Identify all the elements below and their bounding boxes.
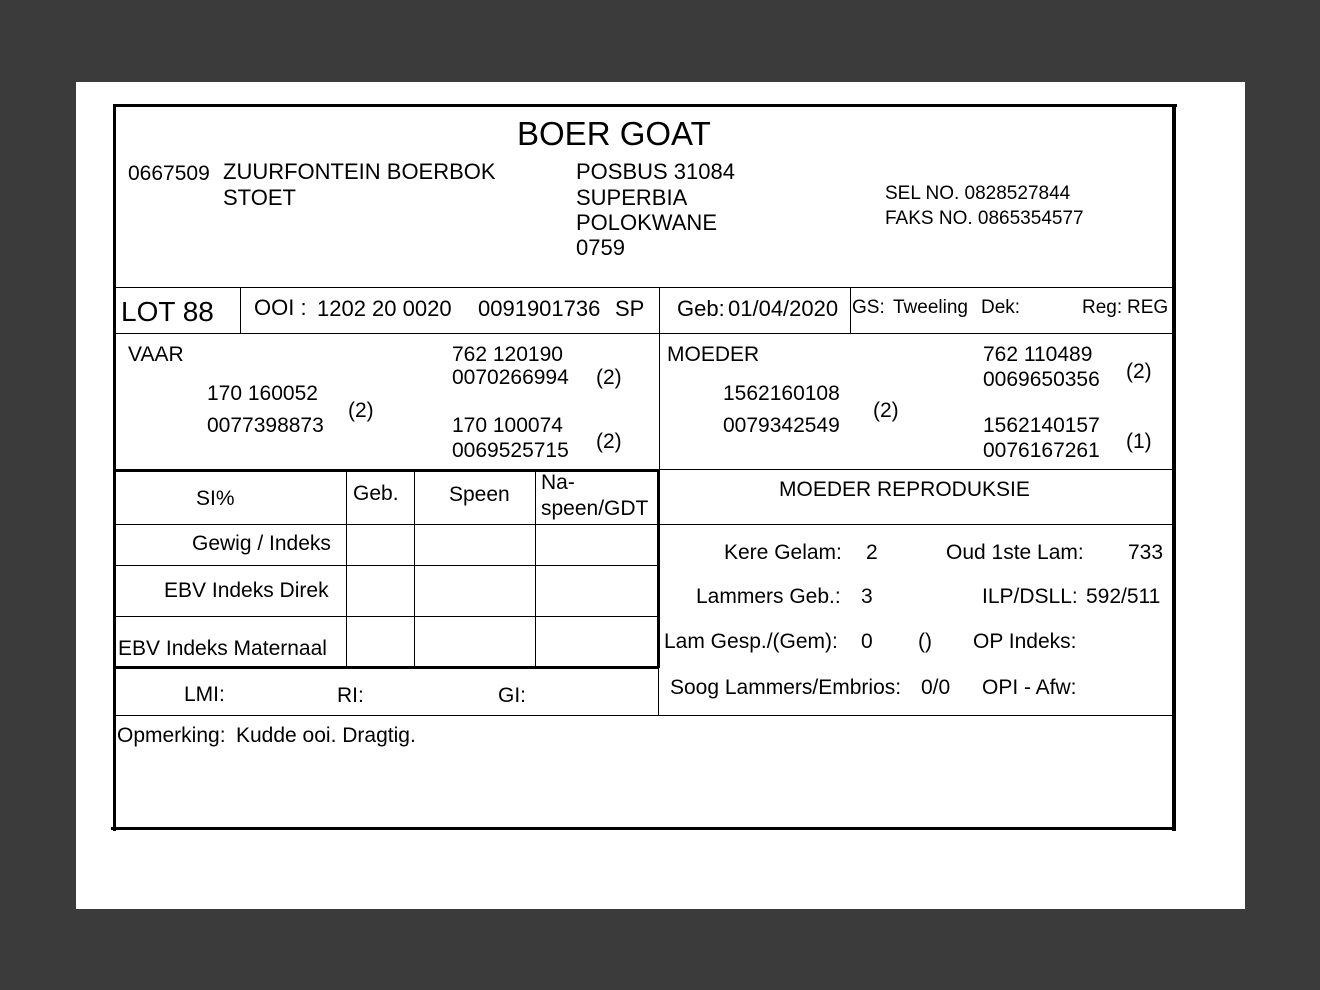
rule-index-row1 [116, 524, 1172, 525]
soog-lammers-label: Soog Lammers/Embrios: [670, 676, 902, 699]
oud-1ste-lam-value: 733 [1128, 541, 1164, 564]
phone-number: SEL NO. 0828527844 [885, 183, 1071, 204]
card-title: BOER GOAT [517, 115, 711, 152]
lam-gesp-value: 0 [861, 630, 873, 653]
si-header: SI% [196, 487, 235, 510]
animal-id: 0091901736 [478, 296, 601, 321]
ooi-label: OOI : [254, 295, 307, 320]
rule-index-row3 [116, 616, 659, 617]
rule-lot-bottom [116, 333, 1172, 334]
rule-index-top [116, 469, 659, 472]
rule-lmi-divider [658, 666, 659, 715]
sire-sire-id: 0070266994 [452, 366, 569, 389]
border-bottom [111, 827, 1176, 830]
dam-grade: (2) [873, 399, 899, 422]
gs-value: Tweeling [893, 297, 968, 318]
op-indeks-label: OP Indeks: [973, 630, 1077, 653]
row-ebv-maternaal: EBV Indeks Maternaal [118, 637, 327, 660]
opi-afw-label: OPI - Afw: [982, 676, 1077, 699]
rule-remarks-top [116, 715, 1172, 716]
kere-gelam-value: 2 [866, 541, 878, 564]
sire-dam-grade: (2) [596, 430, 622, 453]
reg-value: REG [1127, 297, 1169, 318]
border-left [113, 104, 116, 831]
dek-label: Dek: [981, 297, 1021, 318]
rule-index-bottom [116, 666, 659, 669]
lammers-geb-value: 3 [861, 585, 873, 608]
address-line-1: POSBUS 31084 [576, 159, 735, 184]
lmi-label: LMI: [184, 683, 225, 706]
dam-label: MOEDER [667, 343, 760, 366]
repro-title: MOEDER REPRODUKSIE [779, 478, 1030, 501]
address-line-4: 0759 [576, 235, 625, 260]
rule-pedigree-divider [659, 333, 660, 469]
dam-reg: 1562160108 [723, 382, 840, 405]
naspeen-header-1: Na- [541, 471, 575, 494]
reg-label: Reg: [1082, 297, 1123, 318]
dam-id: 0079342549 [723, 414, 840, 437]
sire-sire-reg: 762 120190 [452, 343, 563, 366]
lam-gesp-gem: () [918, 630, 932, 653]
sire-sire-grade: (2) [596, 366, 622, 389]
sire-label: VAAR [128, 343, 184, 366]
speen-header: Speen [449, 483, 510, 506]
breeder-name-line2: STOET [223, 185, 296, 210]
dam-sire-reg: 762 110489 [983, 343, 1093, 366]
breeder-number: 0667509 [128, 162, 210, 185]
rule-lot-div2 [659, 287, 660, 333]
remarks-label: Opmerking: [117, 724, 226, 747]
dam-dam-grade: (1) [1126, 430, 1152, 453]
address-line-2: SUPERBIA [576, 185, 688, 210]
sire-dam-reg: 170 100074 [452, 414, 563, 437]
ri-label: RI: [337, 684, 364, 707]
sp-code: SP [615, 296, 645, 321]
ilp-dsll-label: ILP/DSLL: [982, 585, 1078, 608]
rule-index-right [657, 469, 660, 668]
row-ebv-direk: EBV Indeks Direk [164, 579, 329, 602]
address-line-3: POLOKWANE [576, 210, 717, 235]
rule-lot-div1 [240, 287, 241, 333]
dam-dam-id: 0076167261 [983, 439, 1100, 462]
rule-index-col2 [414, 469, 415, 668]
rule-lot-top [116, 287, 1172, 288]
lammers-geb-label: Lammers Geb.: [696, 585, 841, 608]
dam-sire-id: 0069650356 [983, 368, 1100, 391]
sire-reg: 170 160052 [207, 382, 318, 405]
breeder-name-line1: ZUURFONTEIN BOERBOK [223, 159, 496, 184]
border-right [1172, 104, 1176, 831]
geb-label: Geb: [677, 296, 725, 321]
geb-header: Geb. [353, 482, 399, 505]
ilp-dsll-value: 592/511 [1086, 585, 1161, 608]
ooi-number: 1202 20 0020 [317, 296, 452, 321]
remarks-value: Kudde ooi. Dragtig. [236, 724, 416, 747]
border-top [113, 104, 1177, 107]
gs-label: GS: [852, 297, 885, 318]
sire-id: 0077398873 [207, 414, 324, 437]
rule-index-col1 [346, 469, 347, 668]
rule-repro-top [659, 469, 1172, 470]
sire-grade: (2) [348, 399, 374, 422]
kere-gelam-label: Kere Gelam: [724, 541, 842, 564]
rule-index-col3 [535, 469, 536, 668]
dam-dam-reg: 1562140157 [983, 414, 1100, 437]
dam-sire-grade: (2) [1126, 360, 1152, 383]
fax-number: FAKS NO. 0865354577 [885, 208, 1084, 229]
lot-number: LOT 88 [121, 296, 214, 327]
oud-1ste-lam-label: Oud 1ste Lam: [946, 541, 1084, 564]
birth-date: 01/04/2020 [728, 296, 839, 321]
rule-lot-div3 [850, 287, 851, 333]
naspeen-header-2: speen/GDT [541, 497, 649, 520]
soog-lammers-value: 0/0 [921, 676, 951, 699]
rule-index-row2 [116, 565, 659, 566]
row-gewig-indeks: Gewig / Indeks [192, 532, 331, 555]
lam-gesp-label: Lam Gesp./(Gem): [664, 630, 838, 653]
gi-label: GI: [498, 684, 527, 707]
sire-dam-id: 0069525715 [452, 439, 569, 462]
